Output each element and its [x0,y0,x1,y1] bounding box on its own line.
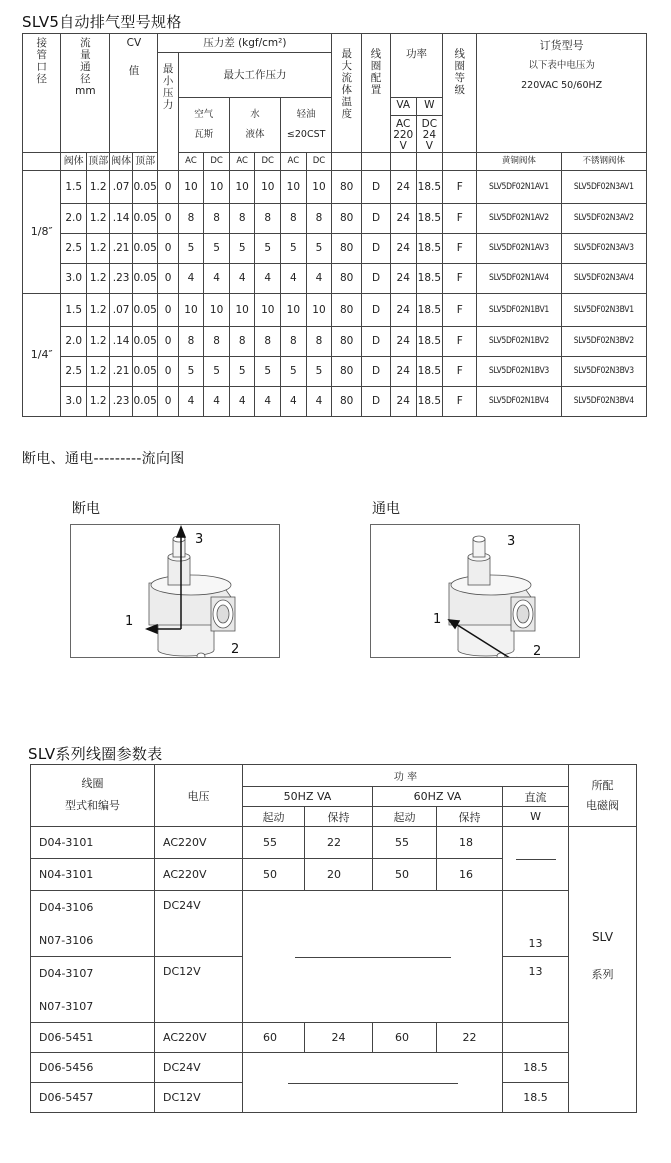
coil-value: 18 [437,827,503,859]
spec-cell: 10 [255,293,281,326]
spec-cell: 0 [158,293,178,326]
order-model: SLV5DF02N3AV3 [561,233,646,263]
spec-cell: F [443,356,477,386]
coil-voltage: AC220V [155,859,243,891]
spec-cell: 80 [332,263,362,293]
spec-cell: 4 [281,263,307,293]
spec-cell: D [362,386,391,416]
spec-cell: 2.0 [61,326,87,356]
spec-cell: 5 [178,356,204,386]
coil-header-hold: 保持 [437,807,503,827]
coil-dc-empty [503,1023,569,1053]
order-model: SLV5DF02N1AV1 [477,170,561,203]
spec-cell: 10 [229,293,255,326]
port-2-label: 2 [533,644,542,657]
order-model: SLV5DF02N1AV2 [477,203,561,233]
spec-cell: 4 [204,263,230,293]
coil-value: 22 [437,1023,503,1053]
spec-cell: 3.0 [61,263,87,293]
spec-cell: 3.0 [61,386,87,416]
spec-cell: F [443,293,477,326]
order-model: SLV5DF02N1AV4 [477,263,561,293]
spec-cell: .23 [110,386,132,416]
coil-ac-empty [243,891,503,1023]
coil-header-hold: 保持 [305,807,373,827]
spec-row [23,233,647,263]
spec-cell: 10 [229,170,255,203]
spec-cell: 4 [255,386,281,416]
spec-cell: 1.2 [86,170,109,203]
coil-value: 50 [243,859,305,891]
spec-cell: D [362,263,391,293]
coil-header-power: 功 率 [243,765,569,787]
port-size: 1/8″ [23,170,61,293]
spec-cell: 5 [229,356,255,386]
order-model: SLV5DF02N1AV3 [477,233,561,263]
spec-cell: 8 [178,326,204,356]
spec-cell: .07 [110,293,132,326]
spec-cell: 24 [390,386,416,416]
spec-cell: 1.2 [86,263,109,293]
spec-cell: 1.2 [86,356,109,386]
coil-code: N04-3101 [31,859,155,891]
coil-voltage: AC220V [155,827,243,859]
coil-header-code: 线圈 型式和编号 [31,765,155,827]
power-on-label: 通电 [372,501,400,517]
spec-cell: 8 [229,203,255,233]
spec-cell: 0.05 [132,263,158,293]
spec-cell: 80 [332,326,362,356]
spec-cell: 80 [332,170,362,203]
coil-code: D06-5456 [31,1053,155,1083]
spec-cell: 5 [229,233,255,263]
header-order-model: 订货型号 以下表中电压为 220VAC 50/60HZ [477,34,647,153]
spec-table-title: SLV5自动排气型号规格 [22,13,182,31]
port-1-label: 1 [125,614,134,629]
spec-cell: F [443,233,477,263]
spec-cell: F [443,203,477,233]
header-dc: DC [306,152,332,170]
spec-cell: 8 [255,203,281,233]
coil-value: 60 [373,1023,437,1053]
coil-value: 55 [243,827,305,859]
spec-table-body [23,170,647,416]
spec-cell: 4 [229,263,255,293]
header-power: 功率 [390,34,442,98]
spec-cell: 24 [390,356,416,386]
spec-cell: 80 [332,356,362,386]
spec-cell: D [362,203,391,233]
coil-value: 50 [373,859,437,891]
spec-cell: 18.5 [416,233,443,263]
flow-diagram-heading: 断电、通电---------流向图 [22,451,185,467]
spec-cell: F [443,326,477,356]
spec-cell: 10 [204,170,230,203]
spec-row [23,356,647,386]
spec-row [23,326,647,356]
order-model: SLV5DF02N1BV2 [477,326,561,356]
spec-cell: 18.5 [416,170,443,203]
coil-value: 60 [243,1023,305,1053]
spec-cell: 5 [306,356,332,386]
spec-cell: 10 [306,170,332,203]
spec-cell: D [362,170,391,203]
valve-power-off-figure [71,525,279,657]
order-model: SLV5DF02N3BV3 [561,356,646,386]
coil-voltage: DC24V [155,891,243,957]
order-model: SLV5DF02N1BV3 [477,356,561,386]
header-flow-diameter: 流 量 通 径 mm [61,34,110,98]
spec-cell: 1.5 [61,170,87,203]
spec-cell: .23 [110,263,132,293]
header-oil: 轻油 ≤20CST [281,97,332,152]
spec-cell: 5 [255,356,281,386]
spec-cell: 24 [390,263,416,293]
spec-cell: .21 [110,233,132,263]
coil-value: 22 [305,827,373,859]
spec-cell: 4 [255,263,281,293]
valve-power-on-figure [371,525,579,657]
port-3-label: 3 [507,534,516,549]
spec-row [23,203,647,233]
spec-cell: D [362,233,391,263]
spec-cell: 18.5 [416,386,443,416]
header-top: 顶部 [86,152,109,170]
spec-cell: 80 [332,293,362,326]
coil-code: N07-3106 [31,925,155,957]
coil-table-title: SLV系列线圈参数表 [28,745,163,763]
header-ac: AC [229,152,255,170]
spec-cell: 0.05 [132,326,158,356]
spec-cell: 4 [229,386,255,416]
spec-cell: 10 [281,293,307,326]
port-1-label: 1 [433,612,442,627]
spec-cell: 24 [390,170,416,203]
coil-dc-empty [503,827,569,891]
spec-cell: 8 [204,326,230,356]
spec-cell: 5 [204,233,230,263]
order-model: SLV5DF02N3BV2 [561,326,646,356]
spec-cell: 5 [306,233,332,263]
coil-code: N07-3107 [31,991,155,1023]
port-2-label: 2 [231,642,240,657]
spec-cell: .07 [110,170,132,203]
header-cv: CV 值 [110,34,158,98]
coil-dc-value: 18.5 [503,1083,569,1113]
spec-cell: 18.5 [416,326,443,356]
spec-cell: D [362,356,391,386]
power-on-diagram [370,524,580,658]
header-min-pressure: 最 小 压 力 [158,53,178,171]
spec-cell: 0 [158,356,178,386]
spec-cell: 80 [332,233,362,263]
header-cv-top: 顶部 [132,152,158,170]
header-max-working: 最大工作压力 [178,53,332,98]
header-port: 接 管 口 径 [23,34,61,153]
spec-row [23,293,647,326]
coil-header-50hz: 50HZ VA [243,787,373,807]
coil-voltage: DC12V [155,957,243,1023]
spec-cell: 24 [390,203,416,233]
spec-cell: 0 [158,326,178,356]
coil-header-valve: 所配 电磁阀 [569,765,637,827]
spec-cell: 0.05 [132,170,158,203]
power-off-label: 断电 [72,501,100,517]
coil-code: D06-5457 [31,1083,155,1113]
spec-cell: F [443,263,477,293]
header-cv-body: 阀体 [110,152,132,170]
coil-dc-value: 18.5 [503,1053,569,1083]
spec-cell: 0.05 [132,293,158,326]
order-model: SLV5DF02N3AV2 [561,203,646,233]
spec-cell: 0 [158,203,178,233]
spec-cell: 0.05 [132,203,158,233]
spec-cell: 8 [306,326,332,356]
spec-cell: D [362,326,391,356]
spec-cell: 2.5 [61,233,87,263]
spec-cell: 1.2 [86,386,109,416]
spec-cell: 5 [281,233,307,263]
spec-cell: F [443,386,477,416]
coil-table [30,764,637,1113]
order-model: SLV5DF02N3AV1 [561,170,646,203]
spec-cell: 10 [281,170,307,203]
spec-cell: 10 [204,293,230,326]
spec-cell: .14 [110,326,132,356]
coil-value: 20 [305,859,373,891]
coil-header-start: 起动 [373,807,437,827]
spec-cell: 0.05 [132,233,158,263]
port-size: 1/4″ [23,293,61,416]
spec-row [23,170,647,203]
order-model: SLV5DF02N1BV4 [477,386,561,416]
coil-value: 24 [305,1023,373,1053]
coil-header-dc: 直流 [503,787,569,807]
spec-cell: 10 [178,293,204,326]
spec-cell: 4 [178,263,204,293]
spec-cell: 5 [255,233,281,263]
spec-cell: 1.5 [61,293,87,326]
spec-cell: 1.2 [86,326,109,356]
spec-cell: 5 [204,356,230,386]
header-body: 阀体 [61,152,87,170]
spec-cell: F [443,170,477,203]
spec-cell: 24 [390,326,416,356]
coil-valve-series: SLV 系列 [569,827,637,1113]
spec-cell: 1.2 [86,233,109,263]
header-dc: DC [255,152,281,170]
spec-cell: 1.2 [86,293,109,326]
coil-voltage: DC12V [155,1083,243,1113]
coil-dc-value: 13 [503,891,569,957]
order-model: SLV5DF02N3BV4 [561,386,646,416]
header-air: 空气 瓦斯 [178,97,229,152]
spec-cell: 8 [281,203,307,233]
header-ac: AC [281,152,307,170]
header-stainless-body: 不锈钢阀体 [561,152,646,170]
coil-value: 55 [373,827,437,859]
coil-header-60hz: 60HZ VA [373,787,503,807]
coil-voltage: AC220V [155,1023,243,1053]
order-model: SLV5DF02N3BV1 [561,293,646,326]
spec-cell: 0 [158,386,178,416]
spec-cell: 4 [306,263,332,293]
coil-ac-empty [243,1053,503,1113]
spec-cell: 4 [281,386,307,416]
spec-cell: 2.5 [61,356,87,386]
header-va: VA AC 220 V [390,97,416,152]
spec-cell: 5 [281,356,307,386]
spec-cell: 0.05 [132,356,158,386]
spec-cell: 4 [178,386,204,416]
coil-code: D04-3106 [31,891,155,925]
spec-cell: 18.5 [416,263,443,293]
spec-cell: 0 [158,263,178,293]
coil-code: D04-3107 [31,957,155,991]
power-off-diagram [70,524,280,658]
coil-code: D06-5451 [31,1023,155,1053]
spec-row [23,263,647,293]
spec-cell: .14 [110,203,132,233]
header-coil-config: 线 圈 配 置 [362,34,391,153]
spec-cell: 18.5 [416,203,443,233]
header-ac: AC [178,152,204,170]
coil-dc-value: 13 [503,957,569,1023]
order-model: SLV5DF02N3AV4 [561,263,646,293]
spec-cell: D [362,293,391,326]
spec-cell: 8 [178,203,204,233]
spec-table [22,33,647,417]
spec-cell: 8 [255,326,281,356]
header-pressure-diff: 压力差 (kgf/cm²) [158,34,332,53]
coil-header-w: W [503,807,569,827]
spec-cell: 10 [255,170,281,203]
spec-cell: 1.2 [86,203,109,233]
spec-cell: 10 [178,170,204,203]
order-model: SLV5DF02N1BV1 [477,293,561,326]
spec-cell: 24 [390,293,416,326]
header-coil-class: 线 圈 等 级 [443,34,477,153]
spec-cell: 8 [306,203,332,233]
header-max-temp: 最 大 流 体 温 度 [332,34,362,153]
header-water: 水 液体 [229,97,280,152]
spec-cell: .21 [110,356,132,386]
spec-cell: 0 [158,170,178,203]
coil-header-voltage: 电压 [155,765,243,827]
spec-cell: 8 [229,326,255,356]
header-dc: DC [204,152,230,170]
spec-cell: 18.5 [416,293,443,326]
spec-cell: 80 [332,203,362,233]
spec-cell: 18.5 [416,356,443,386]
spec-cell: 0 [158,233,178,263]
spec-cell: 5 [178,233,204,263]
header-w: W DC 24 V [416,97,443,152]
spec-cell: 8 [281,326,307,356]
spec-cell: 8 [204,203,230,233]
spec-cell: 2.0 [61,203,87,233]
coil-header-start: 起动 [243,807,305,827]
spec-cell: 4 [204,386,230,416]
spec-cell: 4 [306,386,332,416]
spec-row [23,386,647,416]
spec-cell: 24 [390,233,416,263]
coil-value: 16 [437,859,503,891]
spec-cell: 0.05 [132,386,158,416]
spec-cell: 80 [332,386,362,416]
coil-code: D04-3101 [31,827,155,859]
port-3-label: 3 [195,532,204,547]
spec-cell: 10 [306,293,332,326]
coil-voltage: DC24V [155,1053,243,1083]
header-brass-body: 黄铜阀体 [477,152,561,170]
